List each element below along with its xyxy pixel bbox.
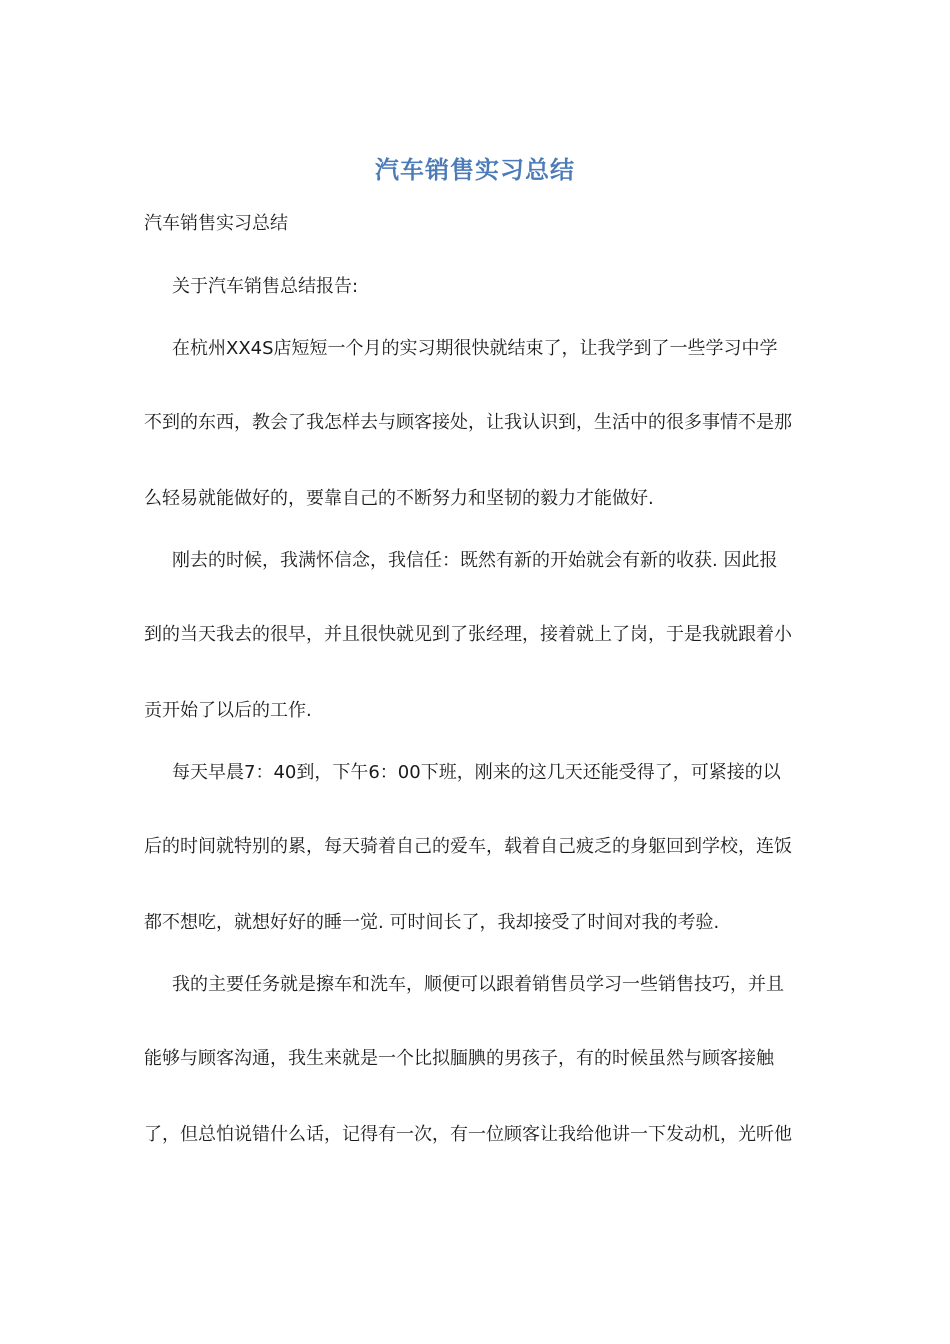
paragraph-line: 每天早晨7：40到，下午6：00下班，刚来的这几天还能受得了，可紧接的以 <box>172 762 781 783</box>
paragraph-line: 到的当天我去的很早，并且很快就见到了张经理，接着就上了岗，于是我就跟着小 <box>144 624 792 645</box>
document-title: 汽车销售实习总结 <box>375 155 575 184</box>
paragraph-line: 了，但总怕说错什么话，记得有一次，有一位顾客让我给他讲一下发动机，光听他 <box>144 1124 792 1145</box>
paragraph-line: 能够与顾客沟通，我生来就是一个比拟腼腆的男孩子，有的时候虽然与顾客接触 <box>144 1048 774 1069</box>
paragraph-line: 么轻易就能做好的，要靠自己的不断努力和坚韧的毅力才能做好. <box>144 488 654 509</box>
paragraph-line: 我的主要任务就是擦车和洗车，顺便可以跟着销售员学习一些销售技巧，并且 <box>172 974 784 995</box>
paragraph-line: 在杭州XX4S店短短一个月的实习期很快就结束了，让我学到了一些学习中学 <box>172 338 778 359</box>
paragraph-line: 都不想吃，就想好好的睡一觉. 可时间长了，我却接受了时间对我的考验. <box>144 912 720 933</box>
document-subtitle: 汽车销售实习总结 <box>144 213 288 234</box>
paragraph-line: 刚去的时候，我满怀信念，我信任：既然有新的开始就会有新的收获. 因此报 <box>172 550 778 571</box>
paragraph-line: 贡开始了以后的工作. <box>144 700 312 721</box>
paragraph-line: 后的时间就特别的累，每天骑着自己的爱车，载着自己疲乏的身躯回到学校，连饭 <box>144 836 792 857</box>
paragraph-line: 关于汽车销售总结报告: <box>172 276 359 297</box>
paragraph-line: 不到的东西，教会了我怎样去与顾客接处，让我认识到，生活中的很多事情不是那 <box>144 412 792 433</box>
